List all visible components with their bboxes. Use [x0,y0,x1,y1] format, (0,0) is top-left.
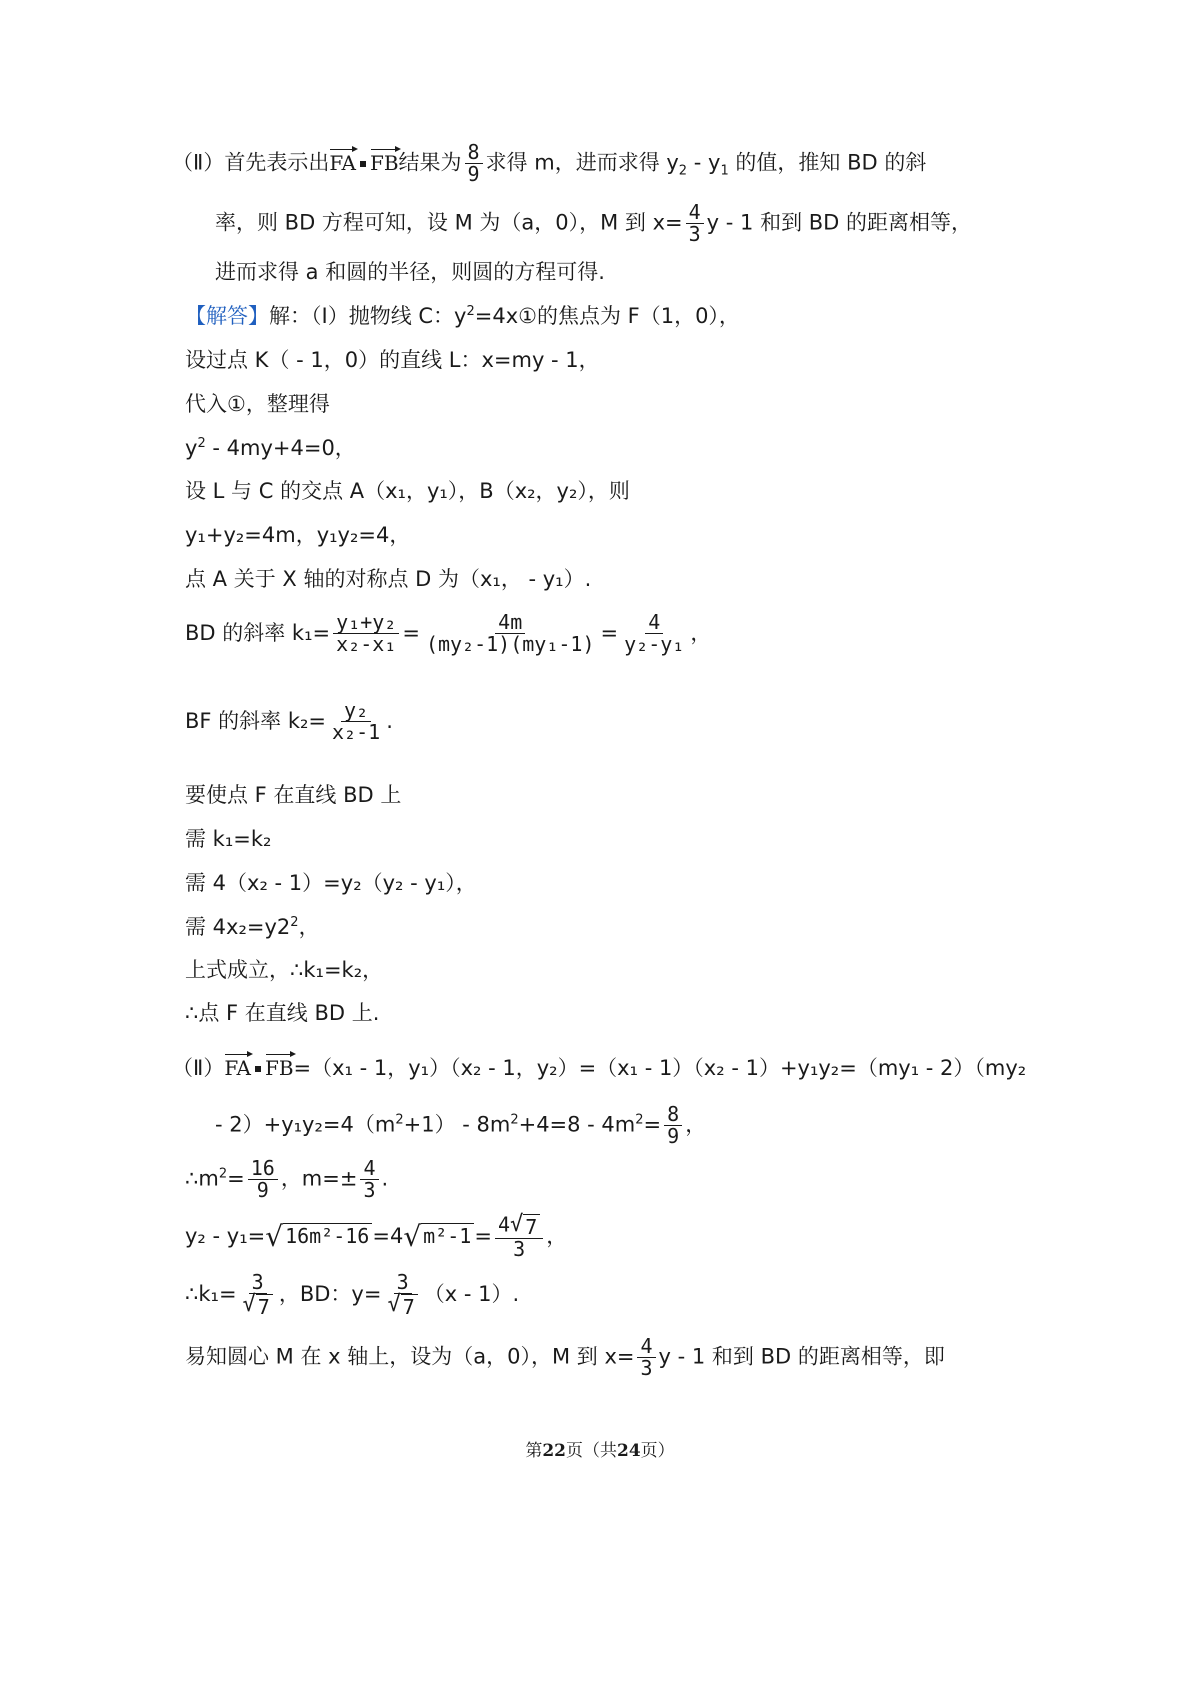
text: . [381,1166,389,1191]
solution-line-need3 [185,916,320,938]
fraction [664,1104,682,1147]
text: BF 的斜率 k₂= [185,709,327,733]
solution-line-need1: 需 k₁=k₂ [185,827,272,851]
solution-line-1 [185,305,740,327]
fraction [329,700,383,743]
fraction [495,1214,543,1260]
dot-product-icon [360,161,366,167]
numerator: y₂ [341,700,371,722]
fraction [360,1158,378,1201]
numerator: 4 [686,202,704,224]
superscript: 2 [395,1112,404,1128]
fraction [465,142,483,185]
k2-formula-line: BF 的斜率 k₂= $\frac{\text{y₂}}{\text{x₂‑1}}$ . [185,698,393,744]
y-difference-line [185,1214,567,1260]
fraction [621,612,687,655]
text: ∴k₁= [185,1282,237,1306]
text: ， [298,915,320,939]
numerator: 4m [495,612,525,634]
numerator: y₁+y₂ [333,612,399,634]
fraction [384,1272,420,1318]
text: 页（共 [566,1441,617,1461]
square-root: √ 16m²‑16 [265,1223,372,1251]
text: =4x①的焦点为 F（1，0）， [474,304,740,328]
text: 页） [640,1441,675,1461]
solution-tag: 【解答】 [185,304,269,328]
denominator: 3 [513,1237,526,1261]
radicand: 7 [523,1214,540,1238]
radicand: 7 [401,1294,418,1318]
numerator: 8 [664,1104,682,1126]
denominator: 3 [688,222,701,246]
denominator: x₂‑x₁ [336,632,397,656]
superscript: 2 [218,1166,228,1182]
radicand: 7 [256,1294,273,1318]
denominator: (my₂‑1)(my₁‑1) [425,632,595,656]
numerator: 4 [645,612,663,634]
text: +1） ‑ 8m [403,1112,511,1137]
text: 需 4x₂=y2 [185,915,291,939]
text: ‑ 4my+4=0， [205,436,356,460]
text: ， [546,1224,568,1248]
text: 率，则 BD 方程可知，设 M 为（a，0），M 到 x= [215,210,683,235]
denominator: 3 [363,1178,376,1202]
fraction [240,1272,276,1318]
numerator: 3 [249,1272,267,1294]
superscript: 2 [635,1112,644,1128]
text: ‑ 2）+y₁y₂=4（m [215,1112,396,1137]
radicand: m²‑1 [421,1223,474,1251]
text: y [185,436,198,460]
final-line [185,1336,945,1379]
subscript: 1 [720,163,729,179]
text: =（x₁ ‑ 1，y₁）（x₂ ‑ 1，y₂）=（x₁ ‑ 1）（x₂ ‑ 1）+y₁y₂=（my₁ ‑ 2）（my₂ [293,1056,1027,1080]
solution-line-4 [185,437,356,459]
fraction [333,612,399,655]
k1-formula-line: BD 的斜率 k₁= $\frac{\text{y₁+y₂}}{\text{x₂‑x₁}}$ = $\frac{4m}{\text{(my₂‑1)(my₁‑1)}}$ = $\frac{4}{\text{y₂‑y₁}}$ ， [185,610,712,656]
text: ，BD：y= [278,1282,382,1306]
text: = [643,1112,662,1137]
text: 的值，推知 BD 的斜 [728,150,927,175]
solution-line-6: y₁+y₂=4m，y₁y₂=4， [185,523,411,547]
numerator [495,1214,543,1239]
dot-product-icon [255,1066,261,1072]
total-pages: 24 [617,1441,641,1461]
fraction [637,1336,655,1379]
part2-line-1 [172,1052,1026,1079]
numerator: 4 [637,1336,655,1358]
text: （Ⅱ） [172,1056,225,1080]
text: （x ‑ 1）. [423,1282,520,1306]
text: （Ⅱ）首先表示出 [172,150,330,175]
text: y ‑ 1 和到 BD 的距离相等，即 [658,1344,945,1369]
solution-line-conclusion: ∴点 F 在直线 BD 上. [185,1001,380,1025]
superscript: 2 [466,304,475,319]
vector-fa: FA [224,1052,251,1078]
fraction [686,202,704,245]
vector-fb: FB [265,1052,294,1078]
part2-line-2 [215,1104,706,1147]
denominator [240,1294,276,1318]
m-squared-line [185,1158,388,1201]
denominator: x₂‑1 [332,720,381,744]
analysis-line-2 [215,202,972,245]
text: 求得 m，进而求得 y [485,150,679,175]
text: 4 [497,1212,510,1237]
solution-line-hold: 上式成立，∴k₁=k₂， [185,958,384,982]
text: +4=8 ‑ 4m [518,1112,636,1137]
square-root: √ 7 [510,1214,540,1238]
fraction [248,1158,278,1201]
analysis-line-1 [172,142,926,185]
numerator: 3 [394,1272,412,1294]
solution-line-3: 代入①，整理得 [185,392,330,416]
text: ‑ y [687,150,721,175]
denominator: y₂‑y₁ [624,632,685,656]
text: y₂ ‑ y₁= [185,1224,266,1248]
superscript: 2 [510,1112,519,1128]
numerator: 8 [465,142,483,164]
text: BD 的斜率 k₁= [185,621,331,645]
square-root: √ 7 [387,1294,417,1318]
solution-line-5: 设 L 与 C 的交点 A（x₁，y₁），B（x₂，y₂），则 [185,479,630,503]
denominator: 3 [640,1356,653,1380]
solution-line-2: 设过点 K（ ‑ 1，0）的直线 L：x=my ‑ 1， [185,348,600,372]
fraction [423,612,598,655]
denominator: 9 [667,1124,680,1148]
solution-line-f: 要使点 F 在直线 BD 上 [185,783,402,807]
text: =4 [372,1224,404,1248]
text: = [227,1166,245,1191]
page-footer [0,1436,1200,1461]
square-root: √ m²‑1 [403,1223,474,1251]
solution-line-7: 点 A 关于 X 轴的对称点 D 为（x₁， ‑ y₁）. [185,567,592,591]
superscript: 2 [290,915,299,930]
text: ，m=± [280,1166,358,1191]
text: 解：（Ⅰ）抛物线 C：y [269,304,467,328]
vector-fb: FB [370,147,399,173]
k1-bd-line [185,1272,519,1318]
text: = [474,1224,492,1248]
numerator: 16 [248,1158,278,1180]
page-number: 22 [542,1441,566,1461]
denominator [384,1294,420,1318]
numerator: 4 [360,1158,378,1180]
solution-line-need2: 需 4（x₂ ‑ 1）=y₂（y₂ ‑ y₁）， [185,871,477,895]
subscript: 2 [678,163,688,179]
vector-fa: FA [329,147,356,173]
analysis-line-3: 进而求得 a 和圆的半径，则圆的方程可得. [215,260,605,284]
text: 易知圆心 M 在 x 轴上，设为（a，0），M 到 x= [185,1344,635,1369]
text: y ‑ 1 和到 BD 的距离相等， [706,210,972,235]
text: 结果为 [398,150,462,175]
text: ∴m [185,1166,219,1191]
superscript: 2 [197,436,206,451]
text: 第 [525,1441,543,1461]
square-root: √ 7 [243,1294,273,1318]
denominator: 9 [256,1178,269,1202]
radicand: 16m²‑16 [283,1223,372,1251]
text: ， [685,1112,707,1137]
denominator: 9 [467,162,480,186]
